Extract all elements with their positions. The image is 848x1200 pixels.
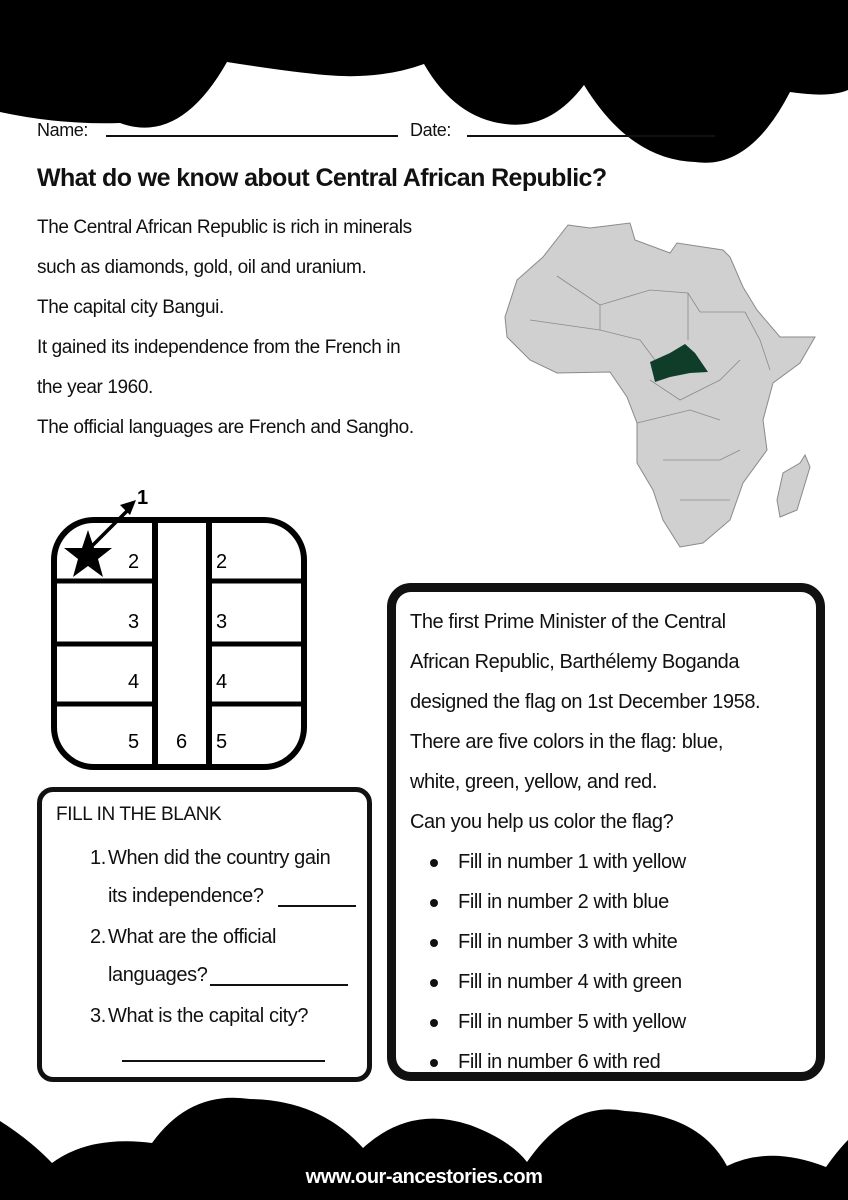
star-number: 1: [137, 487, 149, 509]
answer-blank[interactable]: [210, 984, 348, 986]
question-text: What is the capital city?: [108, 1005, 309, 1027]
region-number: 3: [216, 611, 228, 633]
name-label: Name:: [37, 120, 89, 140]
region-number: 6: [176, 731, 188, 753]
instruction-item: Fill in number 5 with yellow: [410, 1002, 760, 1042]
instruction-item: Fill in number 1 with yellow: [410, 842, 760, 882]
answer-blank[interactable]: [122, 1060, 325, 1062]
flag-info-box: [387, 583, 825, 1081]
instruction-item: Fill in number 3 with white: [410, 922, 760, 962]
instruction-list: [410, 842, 760, 1082]
question-text: its independence?: [108, 885, 264, 907]
fact-line: The Central African Republic is rich in minerals: [37, 217, 412, 238]
info-line: designed the flag on 1st December 1958.: [410, 691, 761, 713]
instruction-item: Fill in number 4 with green: [410, 962, 760, 1002]
page-title: What do we know about Central African Republic?: [37, 164, 607, 192]
region-number: 5: [216, 731, 228, 753]
region-number: 5: [128, 731, 140, 753]
question-number: 3.: [90, 1005, 106, 1027]
date-label: Date:: [410, 120, 452, 140]
question-number: 1.: [90, 847, 106, 869]
website-link[interactable]: www.our-ancestories.com: [305, 1166, 543, 1188]
fill-in-title: FILL IN THE BLANK: [56, 804, 222, 825]
region-number: 2: [216, 551, 228, 573]
africa-landmass: [505, 223, 815, 547]
info-line: white, green, yellow, and red.: [410, 771, 658, 793]
info-line: African Republic, Barthélemy Boganda: [410, 651, 740, 673]
madagascar: [777, 455, 810, 517]
question-number: 2.: [90, 926, 106, 948]
instruction-item: Fill in number 2 with blue: [410, 882, 760, 922]
info-line: Can you help us color the flag?: [410, 811, 674, 833]
fill-in-the-blank-box: [37, 787, 372, 1082]
region-number: 4: [216, 671, 228, 693]
question-text: When did the country gain: [108, 847, 331, 869]
fact-line: such as diamonds, gold, oil and uranium.: [37, 257, 367, 278]
info-line: There are five colors in the flag: blue,: [410, 731, 724, 753]
fact-line: The capital city Bangui.: [37, 297, 224, 318]
info-line: The first Prime Minister of the Central: [410, 611, 726, 633]
flag-info-text: [410, 602, 760, 1082]
region-number: 3: [128, 611, 140, 633]
question-text: What are the official: [108, 926, 276, 948]
flag-diagram[interactable]: [40, 480, 320, 780]
region-number: 2: [128, 551, 140, 573]
fact-line: the year 1960.: [37, 377, 153, 398]
answer-blank[interactable]: [278, 905, 356, 907]
question-text: languages?: [108, 964, 208, 986]
instruction-item: Fill in number 6 with red: [410, 1042, 760, 1082]
fact-line: The official languages are French and Sangho.: [37, 417, 414, 438]
fact-line: It gained its independence from the French in: [37, 337, 401, 358]
region-number: 4: [128, 671, 140, 693]
